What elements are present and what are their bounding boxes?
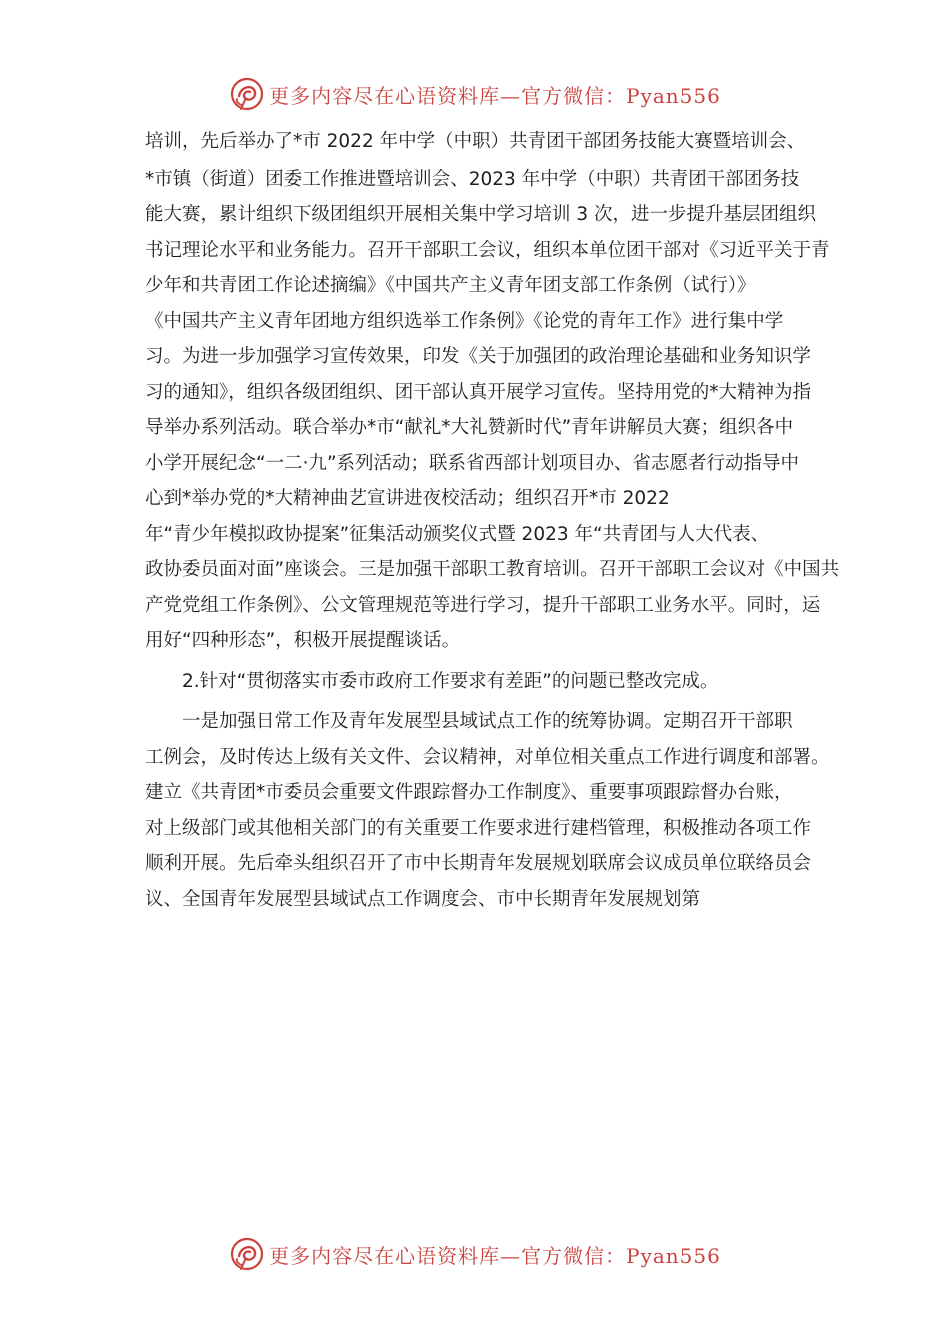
paragraph-line: 议、全国青年发展型县域试点工作调度会、市中长期青年发展规划第 [145, 888, 701, 910]
body-line: 能大赛，累计组织下级团组织开展相关集中学习培训 3 次，进一步提升基层团组织 [145, 204, 817, 225]
paragraph-line: 工例会，及时传达上级有关文件、会议精神，对单位相关重点工作进行调度和部署。 [145, 746, 830, 768]
body-line: 习的通知》，组织各级团组织、团干部认真开展学习宣传。坚持用党的*大精神为指 [145, 381, 812, 403]
body-line: 政协委员面对面”座谈会。三是加强干部职工教育培训。召开干部职工会议对《中国共 [145, 559, 840, 580]
body-line: 产党党组工作条例》、公文管理规范等进行学习，提升干部职工业务水平。同时，运 [145, 594, 821, 616]
document-body [145, 124, 840, 917]
body-line: 书记理论水平和业务能力。召开干部职工会议，组织本单位团干部对《习近平关于青 [145, 239, 830, 261]
body-line: 心到*举办党的*大精神曲艺宣讲进夜校活动；组织召开*市 2022 [145, 488, 670, 509]
body-line: 小学开展纪念“一二·九”系列活动；联系省西部计划项目办、省志愿者行动指导中 [145, 452, 800, 474]
body-line: 用好“四种形态”，积极开展提醒谈话。 [145, 630, 461, 651]
body-line: 导举办系列活动。联合举办*市“献礼*大礼赞新时代”青年讲解员大赛；组织各中 [145, 417, 794, 438]
header-banner [0, 72, 950, 116]
rose-logo-icon [229, 1236, 265, 1272]
paragraph-line: 顺利开展。先后牵头组织召开了市中长期青年发展规划联席会议成员单位联络员会 [145, 853, 812, 874]
paragraph-line: 建立《共青团*市委员会重要文件跟踪督办工作制度》、重要事项跟踪督办台账， [145, 782, 793, 803]
paragraph-line: 对上级部门或其他相关部门的有关重要工作要求进行建档管理，积极推动各项工作 [145, 817, 812, 839]
body-line: *市镇（街道）团委工作推进暨培训会、2023 年中学（中职）共青团干部团务技 [145, 168, 800, 190]
body-line: 习。为进一步加强学习宣传效果，印发《关于加强团的政治理论基础和业务知识学 [145, 346, 812, 367]
section-heading: 2.针对“贯彻落实市委市政府工作要求有差距”的问题已整改完成。 [182, 670, 719, 692]
body-line: 少年和共青团工作论述摘编》《中国共产主义青年团支部工作条例（试行）》 [145, 275, 756, 296]
body-line: 《中国共产主义青年团地方组织选举工作条例》《论党的青年工作》进行集中学 [145, 310, 784, 332]
banner-text: 更多内容尽在心语资料库—官方微信：Pyan556 [269, 1243, 721, 1268]
banner-text: 更多内容尽在心语资料库—官方微信：Pyan556 [269, 83, 721, 108]
footer-banner [0, 1232, 950, 1276]
paragraph-line: 一是加强日常工作及青年发展型县域试点工作的统筹协调。定期召开干部职 [182, 711, 793, 732]
body-line: 年“青少年模拟政协提案”征集活动颁奖仪式暨 2023 年“共青团与人大代表、 [145, 523, 770, 545]
rose-logo-icon [229, 76, 265, 112]
body-line: 培训，先后举办了*市 2022 年中学（中职）共青团干部团务技能大赛暨培训会、 [145, 131, 806, 152]
